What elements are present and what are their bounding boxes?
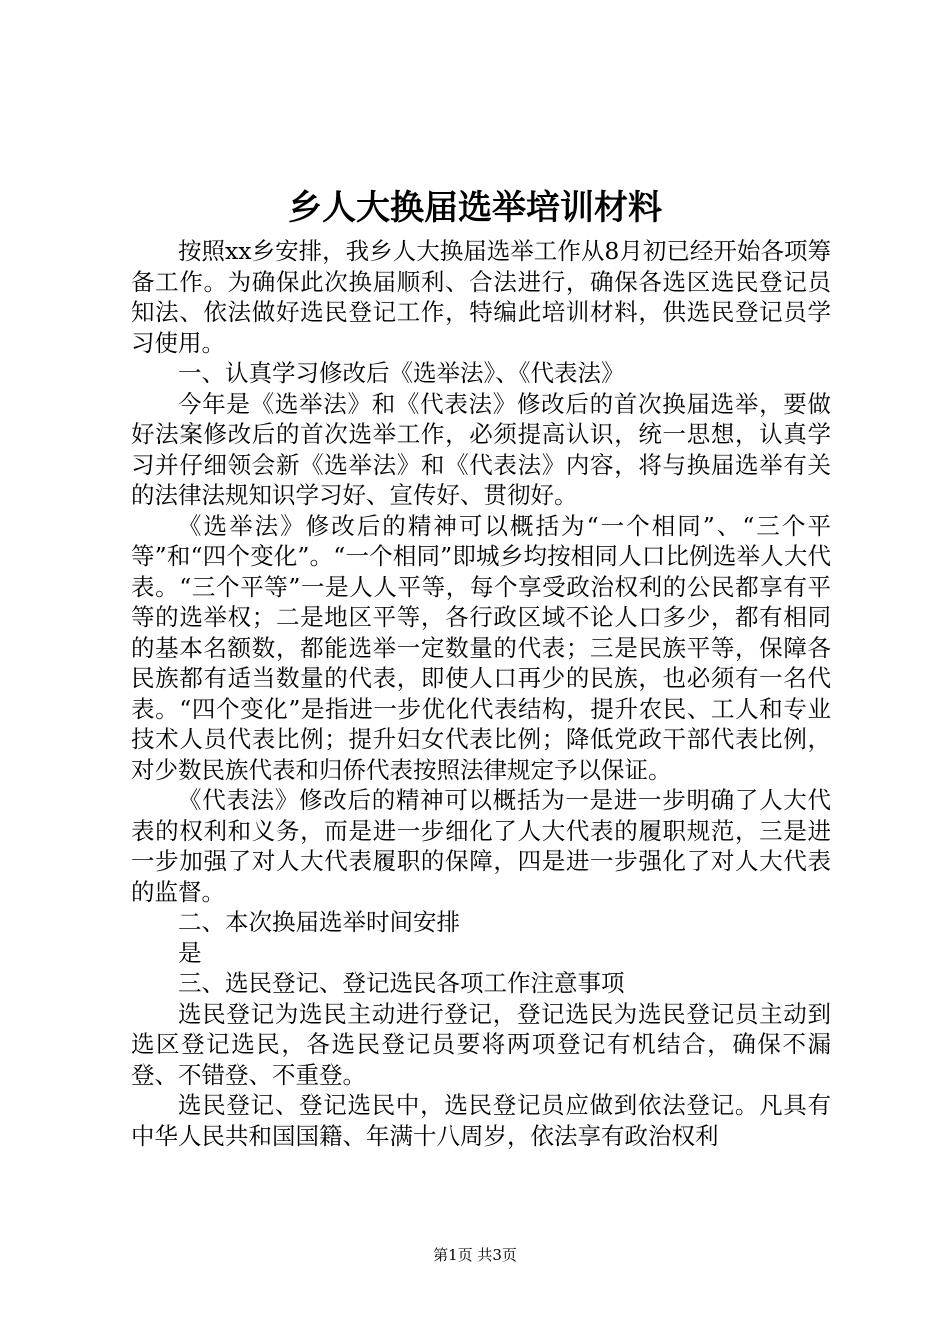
paragraph: 《选举法》修改后的精神可以概括为“一个相同”、“三个平等”和“四个变化”。“一个相同”即城乡均按相同人口比例选举人大代表。“三个平等”一是人人平等，每个享受政治权利的公民都享有平等的选举权；二是地区平等，各行政区域不论人口多少，都有相同的基本名额数，都能选举一定数量的代表；三是民族平等，保障各民族都有适当数量的代表，即使人口再少的民族，也必须有一名代表。“四个变化”是指进一步优化代表结构，提升农民、工人和专业技术人员代表比例；提升妇女代表比例；降低党政干部代表比例，对少数民族代表和归侨代表按照法律规定予以保证。 xyxy=(131,511,831,784)
paragraph: 是 xyxy=(178,938,202,967)
section-heading-1: 一、认真学习修改后《选举法》、《代表法》 xyxy=(178,359,625,387)
paragraph-intro: 按照xx乡安排，我乡人大换届选举工作从8月初已经开始各项筹备工作。为确保此次换届顺利、合法进行，确保各选区选民登记员知法、依法做好选民登记工作，特编此培训材料，供选民登记员学习使用。 xyxy=(131,237,831,357)
paragraph: 今年是《选举法》和《代表法》修改后的首次换届选举，要做好法案修改后的首次选举工作，必须提高认识，统一思想，认真学习并仔细领会新《选举法》和《代表法》内容，将与换届选举有关的法律法规知识学习好、宣传好、贯彻好。 xyxy=(131,389,831,509)
document-title: 乡人大换届选举培训材料 xyxy=(288,188,662,228)
paragraph: 选民登记、登记选民中，选民登记员应做到依法登记。凡具有中华人民共和国国籍、年满十八周岁，依法享有政治权利 xyxy=(131,1091,831,1150)
paragraph: 选民登记为选民主动进行登记，登记选民为选民登记员主动到选区登记选民，各选民登记员要将两项登记有机结合，确保不漏登、不错登、不重登。 xyxy=(131,999,831,1089)
section-heading-3: 三、选民登记、登记选民各项工作注意事项 xyxy=(178,969,625,997)
paragraph: 《代表法》修改后的精神可以概括为一是进一步明确了人大代表的权利和义务，而是进一步细化了人大代表的履职规范，三是进一步加强了对人大代表履职的保障，四是进一步强化了对人大代表的监督。 xyxy=(131,786,831,906)
page-footer: 第1页 共3页 xyxy=(433,1246,517,1264)
section-heading-2: 二、本次换届选举时间安排 xyxy=(178,908,460,936)
document-body xyxy=(131,236,831,1151)
